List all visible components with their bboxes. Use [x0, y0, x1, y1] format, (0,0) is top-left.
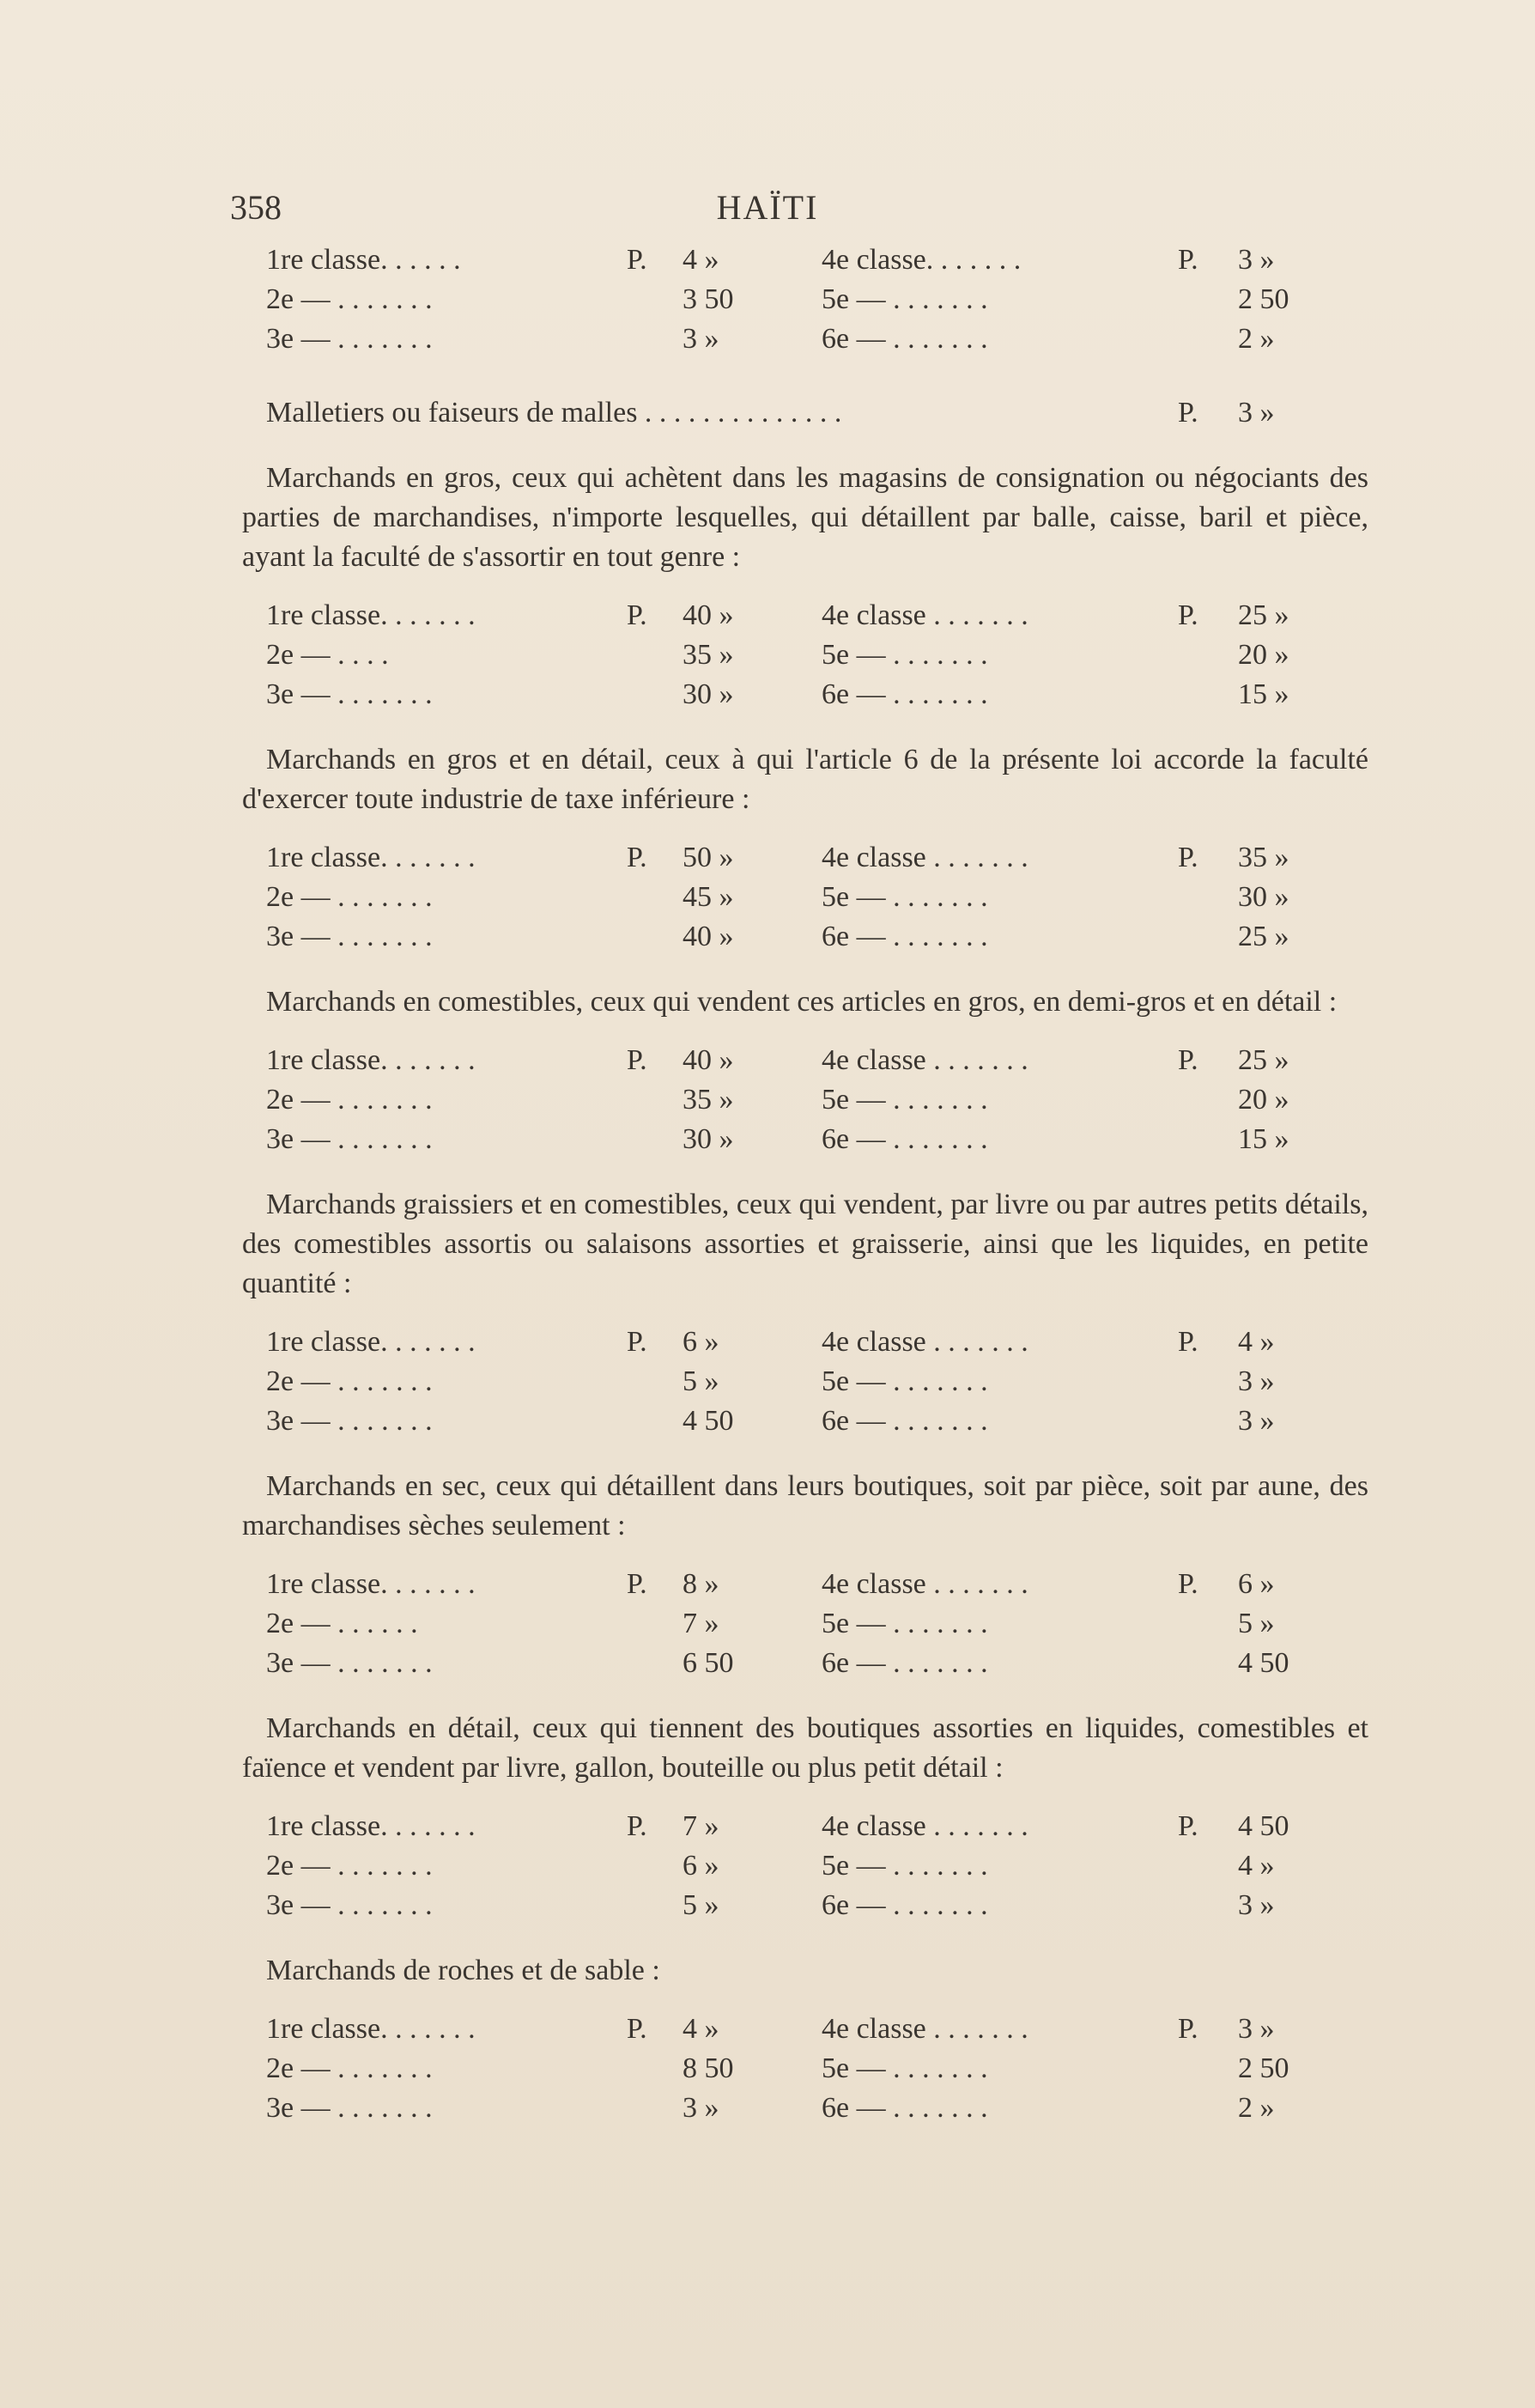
tariff-table	[242, 1565, 1368, 1683]
class-label: 4e classe . . . . . . .	[822, 1044, 1028, 1076]
price-marker: P.	[1178, 1568, 1198, 1600]
price-value: 40 »	[683, 1044, 734, 1076]
table-row	[242, 1644, 1368, 1683]
tariff-table	[242, 1807, 1368, 1925]
class-label: 5e — . . . . . . .	[822, 1084, 988, 1116]
class-label: 3e — . . . . . . .	[266, 323, 433, 355]
price-value: 45 »	[683, 881, 734, 913]
price-marker: P.	[627, 842, 647, 873]
class-label: 3e — . . . . . . .	[266, 921, 433, 952]
class-label: 1re classe. . . . . . .	[266, 1810, 476, 1842]
trade-label: Malletiers ou faiseurs de malles . . . . . . . . . . . . . .	[266, 397, 842, 429]
table-row	[242, 1604, 1368, 1644]
class-label: 2e — . . . . . . .	[266, 2052, 433, 2084]
class-label: 6e — . . . . . . .	[822, 2092, 988, 2124]
single-tariff-line	[242, 393, 1368, 433]
price-value: 5 »	[683, 1889, 719, 1921]
table-row	[242, 1041, 1368, 1080]
class-label: 4e classe . . . . . . .	[822, 1810, 1028, 1842]
price-value: 2 50	[1238, 2052, 1289, 2084]
class-label: 4e classe . . . . . . .	[822, 599, 1028, 631]
table-row	[242, 2089, 1368, 2128]
price-value: 20 »	[1238, 1084, 1289, 1116]
table-row	[242, 1362, 1368, 1402]
price-value: 3 »	[683, 323, 719, 355]
price-marker: P.	[1178, 1326, 1198, 1358]
class-label: 2e — . . . . . . .	[266, 1084, 433, 1116]
price-value: 40 »	[683, 921, 734, 952]
price-value: 7 »	[683, 1810, 719, 1842]
trade-description: Marchands graissiers et en comestibles, ceux qui vendent, par livre ou par autres petits détails, des comestibles assortis ou salaisons assorties et graisserie, ainsi que les liquides, en petite quantité :	[242, 1189, 1368, 1299]
class-label: 4e classe . . . . . . .	[822, 842, 1028, 873]
price-value: 2 50	[1238, 283, 1289, 315]
class-label: 6e — . . . . . . .	[822, 323, 988, 355]
table-row	[242, 280, 1368, 319]
price-value: 15 »	[1238, 1123, 1289, 1155]
price-value: 3 »	[683, 2092, 719, 2124]
class-label: 3e — . . . . . . .	[266, 1647, 433, 1679]
class-label: 2e — . . . . . . .	[266, 1850, 433, 1882]
class-label: 1re classe. . . . . . .	[266, 842, 476, 873]
price-value: 2 »	[1238, 2092, 1275, 2124]
trade-description: Marchands en gros, ceux qui achètent dans les magasins de consignation ou négociants des parties de marchandises, n'importe lesquelles, qui détaillent par balle, caisse, baril et pièce, ayant la faculté de s'assortir en tout genre :	[242, 462, 1368, 573]
trade-description: Marchands en comestibles, ceux qui vendent ces articles en gros, en demi-gros et en détail :	[266, 986, 1338, 1018]
class-label: 3e — . . . . . . .	[266, 1405, 433, 1437]
price-value: 50 »	[683, 842, 734, 873]
price-value: 40 »	[683, 599, 734, 631]
price-value: 3 »	[1238, 397, 1275, 429]
table-row	[242, 1323, 1368, 1362]
price-value: 4 »	[1238, 1850, 1275, 1882]
class-label: 1re classe. . . . . .	[266, 244, 461, 276]
price-value: 4 »	[1238, 1326, 1275, 1358]
class-label: 1re classe. . . . . . .	[266, 1568, 476, 1600]
class-label: 4e classe . . . . . . .	[822, 1568, 1028, 1600]
class-label: 3e — . . . . . . .	[266, 678, 433, 710]
price-marker: P.	[627, 244, 647, 276]
class-label: 6e — . . . . . . .	[822, 1889, 988, 1921]
price-value: 20 »	[1238, 639, 1289, 671]
tariff-table	[242, 1041, 1368, 1159]
price-value: 6 »	[683, 1850, 719, 1882]
table-row	[242, 596, 1368, 635]
price-value: 3 »	[1238, 2013, 1275, 2045]
price-value: 3 50	[683, 283, 734, 315]
table-row	[242, 2010, 1368, 2049]
class-label: 5e — . . . . . . .	[822, 1608, 988, 1639]
price-value: 7 »	[683, 1608, 719, 1639]
class-label: 4e classe . . . . . . .	[822, 1326, 1028, 1358]
table-row	[242, 635, 1368, 675]
class-label: 3e — . . . . . . .	[266, 1123, 433, 1155]
table-row	[242, 917, 1368, 957]
table-row	[242, 1886, 1368, 1925]
class-label: 2e — . . . . . . .	[266, 881, 433, 913]
class-label: 4e classe . . . . . . .	[822, 2013, 1028, 2045]
class-label: 1re classe. . . . . . .	[266, 2013, 476, 2045]
price-marker: P.	[1178, 397, 1198, 429]
trade-description: Marchands en sec, ceux qui détaillent dans leurs boutiques, soit par pièce, soit par aune, des marchandises sèches seulement :	[242, 1470, 1368, 1541]
class-label: 5e — . . . . . . .	[822, 1850, 988, 1882]
price-marker: P.	[1178, 599, 1198, 631]
price-value: 25 »	[1238, 1044, 1289, 1076]
price-value: 6 »	[683, 1326, 719, 1358]
class-label: 2e — . . . . . . .	[266, 283, 433, 315]
class-label: 1re classe. . . . . . .	[266, 1044, 476, 1076]
price-value: 4 »	[683, 2013, 719, 2045]
price-value: 4 50	[1238, 1647, 1289, 1679]
price-value: 35 »	[1238, 842, 1289, 873]
class-label: 2e — . . . .	[266, 639, 389, 671]
trade-description: Marchands en détail, ceux qui tiennent des boutiques assorties en liquides, comestibles et faïence et vendent par livre, gallon, bouteille ou plus petit détail :	[242, 1712, 1368, 1784]
table-row	[242, 1846, 1368, 1886]
table-row	[242, 1807, 1368, 1846]
class-label: 6e — . . . . . . .	[822, 678, 988, 710]
price-value: 5 »	[683, 1365, 719, 1397]
price-value: 30 »	[1238, 881, 1289, 913]
tariff-table	[242, 838, 1368, 957]
class-label: 4e classe. . . . . . .	[822, 244, 1022, 276]
class-label: 5e — . . . . . . .	[822, 639, 988, 671]
price-value: 6 50	[683, 1647, 734, 1679]
class-label: 2e — . . . . . . .	[266, 1365, 433, 1397]
price-value: 30 »	[683, 1123, 734, 1155]
table-row	[242, 838, 1368, 878]
class-label: 3e — . . . . . . .	[266, 1889, 433, 1921]
price-value: 25 »	[1238, 921, 1289, 952]
price-marker: P.	[627, 1326, 647, 1358]
price-marker: P.	[1178, 2013, 1198, 2045]
table-row	[242, 1402, 1368, 1441]
price-value: 3 »	[1238, 1889, 1275, 1921]
table-row	[242, 675, 1368, 714]
tariff-table	[242, 2010, 1368, 2128]
price-value: 3 »	[1238, 244, 1275, 276]
price-marker: P.	[1178, 842, 1198, 873]
price-value: 4 50	[1238, 1810, 1289, 1842]
price-value: 2 »	[1238, 323, 1275, 355]
price-marker: P.	[627, 1044, 647, 1076]
class-label: 6e — . . . . . . .	[822, 1123, 988, 1155]
price-marker: P.	[1178, 1810, 1198, 1842]
class-label: 1re classe. . . . . . .	[266, 1326, 476, 1358]
price-value: 3 »	[1238, 1405, 1275, 1437]
price-value: 30 »	[683, 678, 734, 710]
price-marker: P.	[627, 599, 647, 631]
price-marker: P.	[627, 2013, 647, 2045]
class-label: 5e — . . . . . . .	[822, 283, 988, 315]
trade-description: Marchands en gros et en détail, ceux à qui l'article 6 de la présente loi accorde la faculté d'exercer toute industrie de taxe inférieure :	[242, 744, 1368, 815]
tariff-table	[242, 596, 1368, 714]
tariff-table	[242, 240, 1368, 359]
tariff-table	[242, 1323, 1368, 1441]
price-value: 25 »	[1238, 599, 1289, 631]
trade-description: Marchands de roches et de sable :	[266, 1955, 660, 1986]
price-value: 15 »	[1238, 678, 1289, 710]
table-row	[242, 2049, 1368, 2089]
price-value: 8 50	[683, 2052, 734, 2084]
price-marker: P.	[1178, 1044, 1198, 1076]
price-marker: P.	[1178, 244, 1198, 276]
price-value: 35 »	[683, 639, 734, 671]
class-label: 5e — . . . . . . .	[822, 1365, 988, 1397]
class-label: 1re classe. . . . . . .	[266, 599, 476, 631]
price-marker: P.	[627, 1568, 647, 1600]
class-label: 3e — . . . . . . .	[266, 2092, 433, 2124]
page-content	[242, 240, 1368, 2128]
price-value: 4 50	[683, 1405, 734, 1437]
table-row	[242, 1565, 1368, 1604]
running-header: HAÏTI	[716, 188, 819, 227]
class-label: 5e — . . . . . . .	[822, 881, 988, 913]
table-row	[242, 240, 1368, 280]
price-value: 8 »	[683, 1568, 719, 1600]
price-value: 6 »	[1238, 1568, 1275, 1600]
table-row	[242, 878, 1368, 917]
class-label: 5e — . . . . . . .	[822, 2052, 988, 2084]
price-value: 4 »	[683, 244, 719, 276]
table-row	[242, 319, 1368, 359]
price-value: 35 »	[683, 1084, 734, 1116]
class-label: 6e — . . . . . . .	[822, 1647, 988, 1679]
price-value: 3 »	[1238, 1365, 1275, 1397]
table-row	[242, 1080, 1368, 1120]
price-marker: P.	[627, 1810, 647, 1842]
class-label: 6e — . . . . . . .	[822, 1405, 988, 1437]
class-label: 2e — . . . . . .	[266, 1608, 418, 1639]
table-row	[242, 1120, 1368, 1159]
class-label: 6e — . . . . . . .	[822, 921, 988, 952]
page-number: 358	[230, 188, 282, 227]
price-value: 5 »	[1238, 1608, 1275, 1639]
